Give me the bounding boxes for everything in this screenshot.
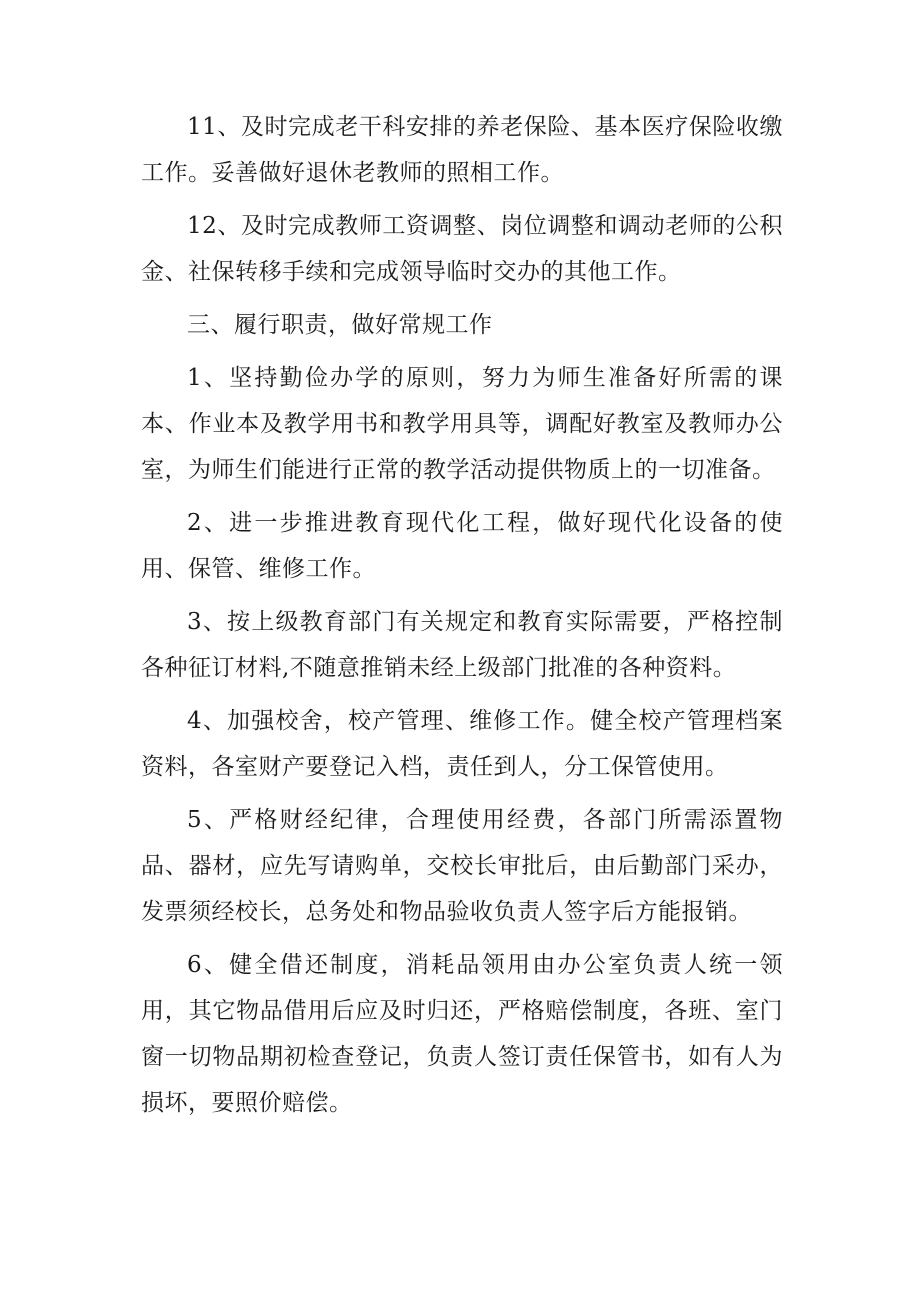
paragraph-12: 12、及时完成教师工资调整、岗位调整和调动老师的公积金、社保转移手续和完成领导临时交办的其他工作。 xyxy=(141,213,783,285)
paragraph-3: 3、按上级教育部门有关规定和教育实际需要，严格控制各种征订材料,不随意推销未经上级部门批准的各种资料。 xyxy=(141,609,783,681)
paragraph-11: 11、及时完成老干科安排的养老保险、基本医疗保险收缴工作。妥善做好退休老教师的照相工作。 xyxy=(141,114,783,186)
paragraph-2: 2、进一步推进教育现代化工程，做好现代化设备的使用、保管、维修工作。 xyxy=(141,510,783,582)
paragraph-5: 5、严格财经纪律，合理使用经费，各部门所需添置物品、器材，应先写请购单，交校长审批后，由后勤部门采办，发票须经校长，总务处和物品验收负责人签字后方能报销。 xyxy=(141,807,783,925)
document-body xyxy=(141,104,783,1133)
section-heading-3: 三、履行职责，做好常规工作 xyxy=(187,312,493,338)
paragraph-6: 6、健全借还制度，消耗品领用由办公室负责人统一领用，其它物品借用后应及时归还，严格赔偿制度，各班、室门窗一切物品期初检查登记，负责人签订责任保管书，如有人为损坏，要照价赔偿。 xyxy=(141,952,783,1116)
paragraph-4: 4、加强校舍，校产管理、维修工作。健全校产管理档案资料，各室财产要登记入档，责任到人，分工保管使用。 xyxy=(141,708,783,780)
paragraph-1: 1、坚持勤俭办学的原则，努力为师生准备好所需的课本、作业本及教学用书和教学用具等，调配好教室及教师办公室，为师生们能进行正常的教学活动提供物质上的一切准备。 xyxy=(141,365,783,483)
